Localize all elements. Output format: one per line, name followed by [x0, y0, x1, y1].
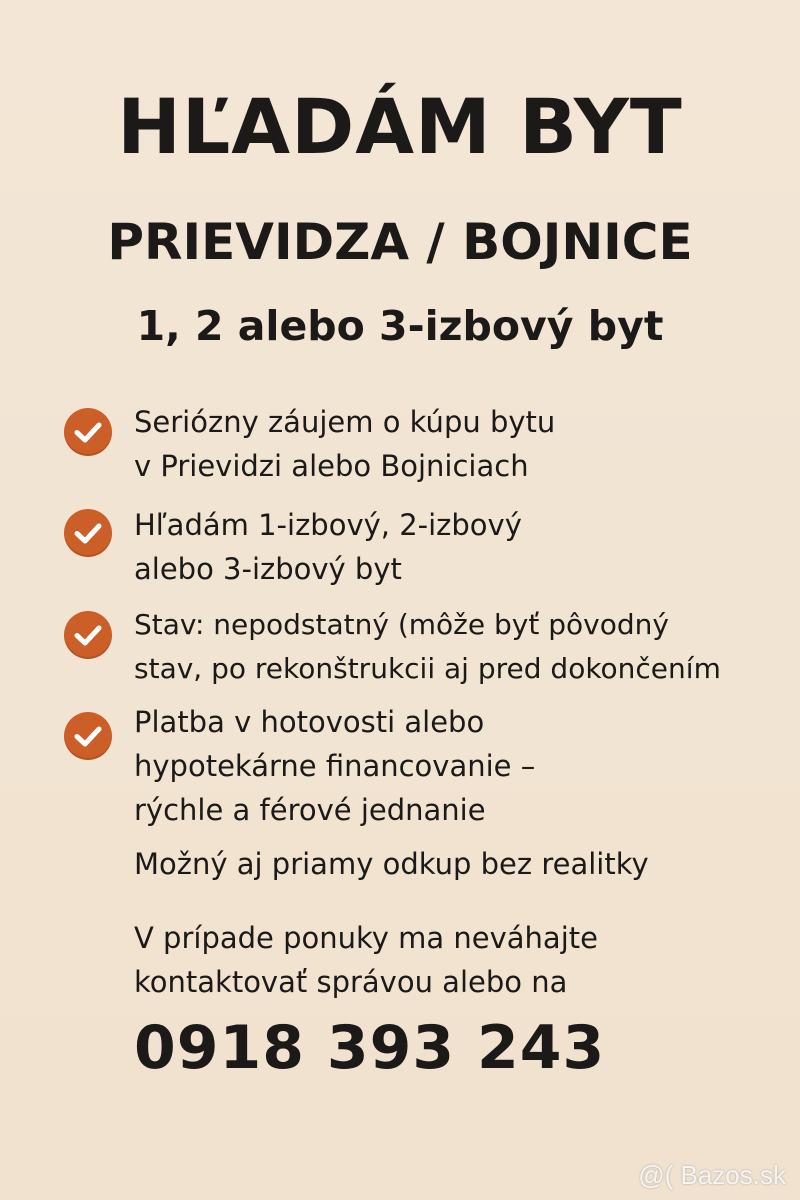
list-item-line: Hľadám 1-izbový, 2-izbový	[134, 508, 522, 542]
list-item	[64, 503, 784, 593]
list-item-line: Stav: nepodstatný (môže byť pôvodný	[134, 608, 669, 641]
list-item-line: stav, po rekonštrukcii aj pred dokončením	[134, 652, 721, 685]
note-text: Možný aj priamy odkup bez realitky	[134, 847, 649, 881]
poster-title: HĽADÁM BYT	[117, 82, 683, 171]
list-item-text	[134, 603, 794, 691]
list-item-line: Seriózny záujem o kúpu bytu	[134, 405, 556, 439]
list-item-text	[134, 503, 794, 591]
phone-number[interactable]: 0918 393 243	[134, 1013, 606, 1083]
list-item-line: v Prievidzi alebo Bojniciach	[134, 449, 529, 483]
list-item-line: rýchle a férové jednanie	[134, 793, 486, 827]
contact-line: kontaktovať správou alebo na	[134, 965, 568, 999]
check-circle-icon	[64, 509, 112, 557]
contact-text	[134, 916, 598, 1004]
list-item	[64, 603, 784, 693]
list-item-line: hypotekárne financovanie –	[134, 749, 536, 783]
list-item	[64, 400, 784, 490]
list-item-text	[134, 400, 794, 488]
list-item	[64, 700, 784, 834]
list-item-text	[134, 700, 794, 832]
check-circle-icon	[64, 611, 112, 659]
poster-tagline: 1, 2 alebo 3-izbový byt	[136, 302, 664, 350]
bazos-watermark: @( Bazos.sk	[638, 1160, 786, 1190]
list-item-line: alebo 3-izbový byt	[134, 552, 402, 586]
contact-line: V prípade ponuky ma neváhajte	[134, 921, 598, 955]
list-item-line: Platba v hotovosti alebo	[134, 705, 485, 739]
poster-subtitle: PRIEVIDZA / BOJNICE	[107, 213, 693, 271]
check-circle-icon	[64, 712, 112, 760]
check-circle-icon	[64, 408, 112, 456]
